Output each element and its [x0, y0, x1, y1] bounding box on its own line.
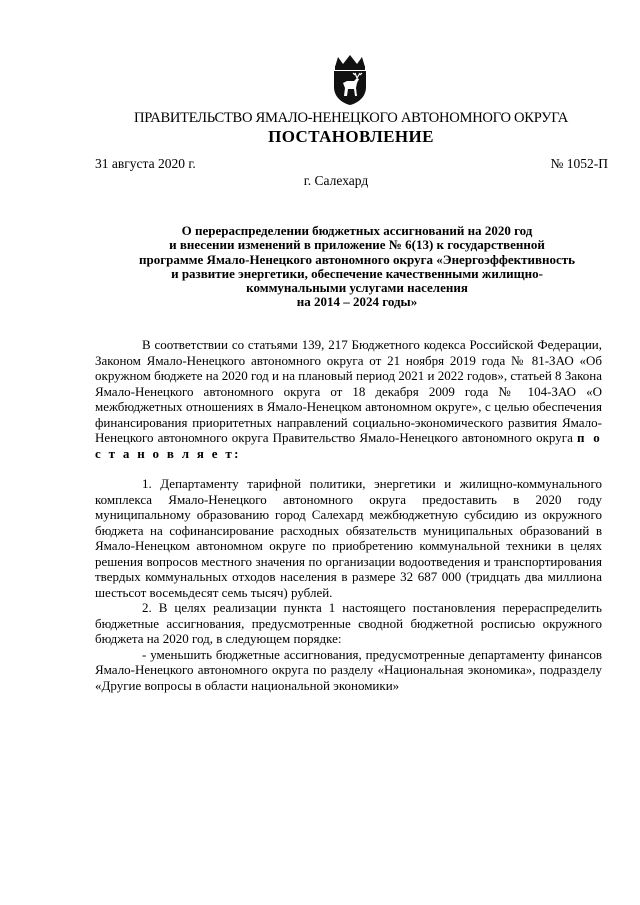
document-city: г. Салехард — [303, 173, 369, 188]
document-title — [100, 224, 614, 310]
resolves-word: п о с т а н о в л я е т: — [95, 430, 602, 461]
paragraph-item-2-sub: - уменьшить бюджетные ассигнования, предусмотренные департаменту финансов Ямало-Ненецкого автономного округа по разделу «Национальная экономика», подразделу «Другие вопросы в области национальной экономики» — [95, 646, 602, 693]
document-body — [95, 337, 602, 693]
title-line: на 2014 – 2024 годы» — [296, 294, 418, 310]
title-line: программе Ямало-Ненецкого автономного округа «Энергоэффективность — [138, 251, 576, 267]
preamble-text: В соответствии со статьями 139, 217 Бюджетного кодекса Российской Федерации, Законом Ямало-Ненецкого автономного округа от 21 ноября 2019 года № 81-ЗАО «Об окружном бюджете на 2020 год и на плановый период 2021 и 2022 годов», статьей 8 Закона Ямало-Ненецкого автономного округа от 18 декабря 2009 года № 104-ЗАО «О межбюджетных отношениях в Ямало-Ненецком автономном округе», с целью обеспечения финансирования приоритетных направлений социально-экономического развития Ямало-Ненецкого автономного округа Правительство Ямало-Ненецкого автономного округа — [95, 337, 602, 445]
document-type: ПОСТАНОВЛЕНИЕ — [268, 127, 434, 146]
title-line: О перераспределении бюджетных ассигнований на 2020 год — [181, 223, 533, 238]
document-date: 31 августа 2020 г. — [95, 156, 196, 171]
document-number: № 1052-П — [550, 156, 608, 171]
preamble-paragraph — [95, 337, 602, 461]
coat-of-arms-emblem — [324, 54, 376, 106]
title-line: и внесении изменений в приложение № 6(13) к государственной — [169, 237, 545, 253]
paragraph-item-1: 1. Департаменту тарифной политики, энергетики и жилищно-коммунального комплекса Ямало-Ненецкого автономного округа предоставить в 2020 году муниципальному образованию город Салехард межбюджетную субсидию из окружного бюджета на софинансирование расходных обязательств муниципальных образований в Ямало-Ненецком автономном округе по приобретению коммунальной техники в целях решения вопросов местного значения по организации водоотведения и транспортирования твердых коммунальных отходов населения в размере 32 687 000 (тридцать два миллиона шестьсот восемьдесят семь тысяч) рублей. — [95, 476, 602, 600]
title-line: коммунальными услугами населения — [246, 280, 468, 296]
organization-name: ПРАВИТЕЛЬСТВО ЯМАЛО-НЕНЕЦКОГО АВТОНОМНОГО ОКРУГА — [134, 110, 568, 126]
paragraph-item-2: 2. В целях реализации пункта 1 настоящего постановления перераспределить бюджетные ассигнования, предусмотренные сводной бюджетной росписью окружного бюджета на 2020 год, в следующем порядке: — [95, 600, 602, 646]
title-line: и развитие энергетики, обеспечение качественными жилищно- — [171, 265, 543, 281]
spacer — [95, 461, 602, 476]
